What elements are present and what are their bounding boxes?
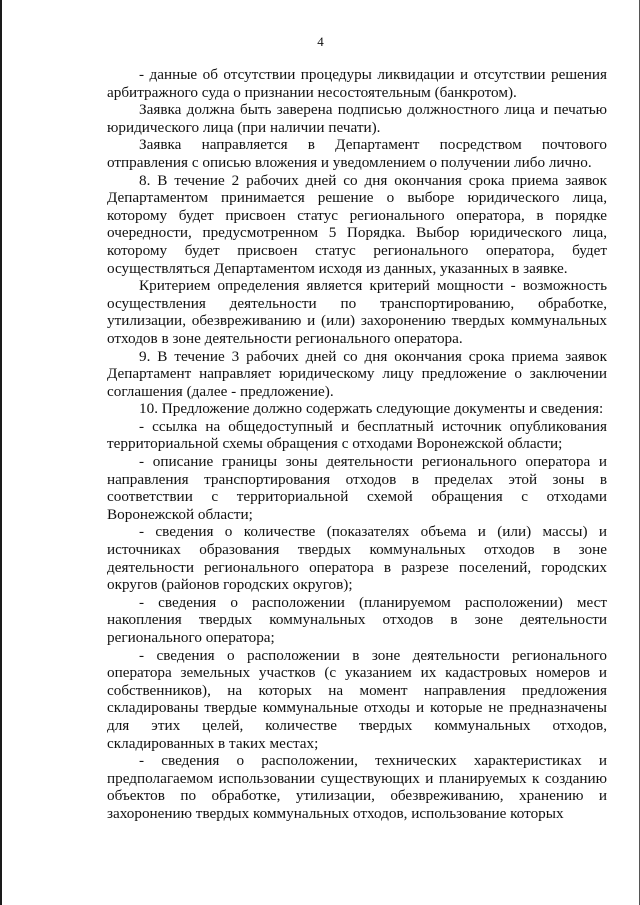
paragraph-bankruptcy-data: - данные об отсутствии процедуры ликвидации и отсутствии решения арбитражного суда о признании несостоятельным (банкротом). — [107, 66, 607, 101]
list-item-zone-borders: - описание границы зоны деятельности регионального оператора и направления транспортирования отходов в пределах этой зоны в соответствии с территориальной схемой обращения с отходами Воронежской области; — [107, 453, 607, 523]
list-item-facilities: - сведения о расположении, технических характеристиках и предполагаемом использовании существующих и планируемых к созданию объектов по обработке, утилизации, обезвреживанию, хранению и захоронению твердых коммунальных отходов, использование которых — [107, 752, 607, 822]
paragraph-item-10: 10. Предложение должно содержать следующие документы и сведения: — [139, 400, 604, 418]
list-item-land-plots: - сведения о расположении в зоне деятельности регионального оператора земельных участков (с указанием их кадастровых номеров и собственников), на которых на момент направления предложения складированы твердые коммунальные отходы и которые не предназначены для этих целей, количестве твердых коммунальных отходов, складированных в таких местах; — [107, 646, 607, 752]
list-item-source-link: - ссылка на общедоступный и бесплатный источник опубликования территориальной схемы обращения с отходами Воронежской области; — [107, 417, 607, 453]
page-number: 4 — [317, 34, 324, 49]
paragraph-item-8: 8. В течение 2 рабочих дней со дня окончания срока приема заявок Департаментом принимается решение о выборе юридического лица, которому будет присвоен статус регионального оператора, в порядке очередности, предусмотренном 5 Порядка. Выбор юридического лица, которому будет присвоен статус регионального оператора, будет осуществляться Департаментом исходя из данных, указанных в заявке. — [107, 171, 607, 277]
paragraph-item-9: 9. В течение 3 рабочих дней со дня окончания срока приема заявок Департамент направляет юридическому лицу предложение о заключении соглашения (далее - предложение). — [107, 347, 607, 400]
document-body — [107, 66, 607, 823]
list-item-waste-quantity: - сведения о количестве (показателях объема и (или) массы) и источниках образования твердых коммунальных отходов в зоне деятельности регионального оператора в разрезе поселений, городских округов (районов городских округов); — [107, 523, 607, 594]
paragraph-submission-method: Заявка направляется в Департамент посредством почтового отправления с описью вложения и уведомлением о получении либо лично. — [107, 136, 607, 171]
paragraph-criterion: Критерием определения является критерий мощности - возможность осуществления деятельности по транспортированию, обработке, утилизации, обезвреживанию и (или) захоронению твердых коммунальных отходов в зоне деятельности регионального оператора. — [107, 277, 607, 347]
paragraph-signature-seal: Заявка должна быть заверена подписью должностного лица и печатью юридического лица (при наличии печати). — [107, 101, 607, 136]
list-item-accumulation-sites: - сведения о расположении (планируемом расположении) мест накопления твердых коммунальных отходов в зоне деятельности регионального оператора; — [107, 593, 607, 646]
